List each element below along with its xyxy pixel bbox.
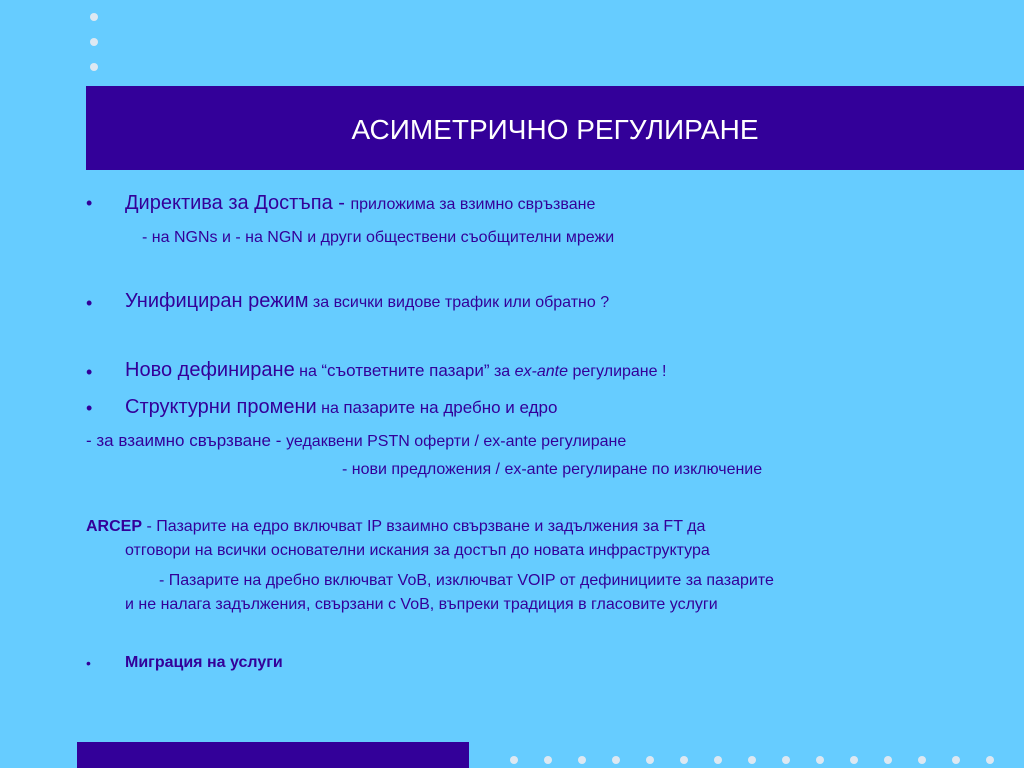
decor-dot	[714, 756, 722, 764]
bullet: •	[86, 398, 93, 418]
slide-title: АСИМЕТРИЧНО РЕГУЛИРАНЕ	[351, 114, 759, 145]
decor-dot	[578, 756, 586, 764]
interconnect-rest: уедаквени PSTN оферти / ex-ante регулиране	[286, 433, 627, 450]
bullet: •	[86, 362, 93, 382]
item-new-definition	[125, 360, 666, 380]
item-structural-changes-na: на	[316, 400, 344, 417]
decor-dot	[90, 38, 98, 46]
item-new-definition-exante: ex-ante	[514, 363, 568, 380]
item-unified-regime-rest: за всички видове трафик или обратно ?	[308, 294, 610, 311]
item-structural-changes-lead: Структурни промени	[125, 396, 317, 418]
decor-dot	[680, 756, 688, 764]
item-access-directive-sub: - на NGNs и - на NGN и други обществени съобщителни мрежи	[142, 229, 615, 246]
item-new-definition-rest: регулиране !	[568, 363, 667, 380]
item-access-directive-lead: Директива за Достъпа -	[125, 192, 351, 214]
arcep-line-1	[86, 519, 705, 535]
decor-dot	[544, 756, 552, 764]
interconnect-line-2: - нови предложения / ex-ante регулиране по изключение	[342, 461, 763, 478]
item-unified-regime	[125, 291, 609, 311]
decor-dot	[986, 756, 994, 764]
decor-dot	[816, 756, 824, 764]
item-new-definition-na: на	[294, 363, 322, 380]
title-bar	[86, 86, 1024, 170]
decor-dot	[510, 756, 518, 764]
decor-dot	[850, 756, 858, 764]
item-structural-changes	[125, 397, 557, 417]
item-new-definition-za: за	[489, 363, 515, 380]
arcep-label: ARCEP	[86, 518, 143, 535]
decor-dot	[90, 13, 98, 21]
decor-dot	[748, 756, 756, 764]
item-new-definition-lead: Ново дефиниране	[125, 359, 295, 381]
bullet: •	[86, 655, 91, 671]
arcep-line-4: и не налага задължения, свързани с VoB, въпреки традиция в гласовите услуги	[125, 596, 718, 613]
arcep-line-2: отговори на всички основателни искания за достъп до новата инфраструктура	[125, 542, 710, 559]
item-new-definition-quoted: “съответните пазари”	[321, 361, 490, 380]
interconnect-lead: - за взаимно свързване -	[86, 431, 287, 450]
item-access-directive-rest: приложима за взимно свръзване	[350, 196, 596, 213]
decor-dot	[782, 756, 790, 764]
decor-dot	[646, 756, 654, 764]
decor-dot	[884, 756, 892, 764]
item-access-directive	[125, 193, 595, 213]
decor-dot	[612, 756, 620, 764]
footer-bar	[77, 742, 469, 768]
interconnect-line	[86, 432, 626, 450]
bullet: •	[86, 293, 93, 313]
arcep-line-1-text: - Пазарите на едро включват IP взаимно свързване и задължения за FT да	[142, 518, 706, 535]
decor-dot	[90, 63, 98, 71]
decor-dot	[952, 756, 960, 764]
bullet: •	[86, 193, 93, 213]
arcep-line-3: - Пазарите на дребно включват VoB, изключват VOIP от дефинициите за пазарите	[159, 572, 774, 589]
item-structural-changes-rest: пазарите на дребно и едро	[343, 398, 558, 417]
decor-dot	[918, 756, 926, 764]
migration-heading: Миграция на услуги	[125, 654, 283, 671]
item-unified-regime-lead: Унифициран режим	[125, 290, 309, 312]
